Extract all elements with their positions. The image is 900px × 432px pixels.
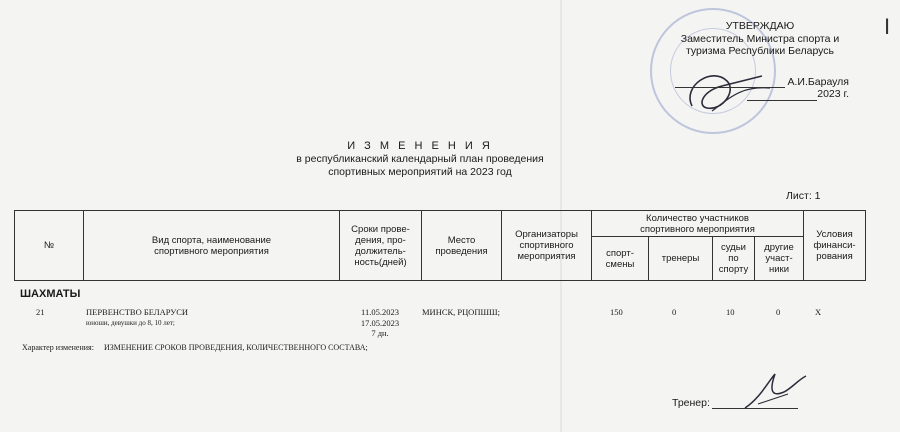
margin-mark: I	[884, 14, 891, 39]
header-sport: Вид спорта, наименование спортивного мероприятия	[84, 211, 340, 281]
trainer-signature-line	[672, 397, 798, 409]
header-place: Место проведения	[422, 211, 502, 281]
event-judges: 10	[726, 307, 735, 317]
approval-year-line	[665, 88, 855, 101]
approval-year: 2023 г.	[817, 88, 849, 100]
title-line3: спортивных мероприятий на 2023 год	[328, 166, 512, 178]
event-name: ПЕРВЕНСТВО БЕЛАРУСИ	[86, 307, 189, 317]
document-title	[230, 140, 610, 179]
header-number: №	[15, 211, 84, 281]
change-value: ИЗМЕНЕНИЕ СРОКОВ ПРОВЕДЕНИЯ, КОЛИЧЕСТВЕННОГО СОСТАВА;	[103, 343, 368, 352]
change-label: Характер изменения:	[22, 343, 94, 352]
change-description	[22, 343, 368, 352]
approval-position-line1: Заместитель Министра спорта и	[680, 32, 840, 45]
header-coaches: тренеры	[649, 237, 713, 281]
approval-position-line2: туризма Республики Беларусь	[685, 45, 835, 57]
event-others: 0	[776, 307, 781, 317]
header-financing: Условия финанси- рования	[804, 211, 866, 281]
header-dates: Сроки прове- дения, про- должитель- ность(дней)	[340, 211, 422, 281]
event-number: 21	[36, 307, 45, 317]
event-dates-cell	[350, 307, 410, 339]
title-line2: в республиканский календарный план проведения	[296, 153, 544, 165]
title-main: И З М Е Н Е Н И Я	[347, 140, 493, 152]
event-duration: 7 дн.	[371, 328, 389, 338]
approval-heading: УТВЕРЖДАЮ	[725, 20, 795, 32]
header-organizers: Организаторы спортивного мероприятия	[502, 211, 592, 281]
events-table-header	[14, 210, 866, 281]
event-end-date: 17.05.2023	[360, 317, 400, 328]
approval-signatory: А.И.Барауля	[787, 75, 849, 88]
approval-block	[665, 20, 855, 101]
event-coaches: 0	[672, 307, 677, 317]
event-category: юноши, девушки до 8, 10 лет;	[86, 318, 175, 327]
event-start-date: 11.05.2023	[361, 307, 399, 317]
header-athletes: спорт- смены	[592, 237, 649, 281]
approval-signature-line	[665, 76, 855, 89]
header-judges: судьи по спорту	[713, 237, 755, 281]
trainer-label: Тренер:	[672, 397, 710, 409]
event-place: МИНСК, РЦОПШШ;	[422, 307, 500, 317]
section-title: ШАХМАТЫ	[20, 288, 81, 300]
event-athletes: 150	[610, 307, 623, 317]
sheet-number: Лист: 1	[786, 190, 821, 202]
event-name-cell	[86, 307, 188, 328]
header-participants: Количество участников спортивного мероприятия	[592, 211, 804, 237]
event-financing: X	[815, 307, 822, 317]
header-others: другие участ- ники	[755, 237, 804, 281]
